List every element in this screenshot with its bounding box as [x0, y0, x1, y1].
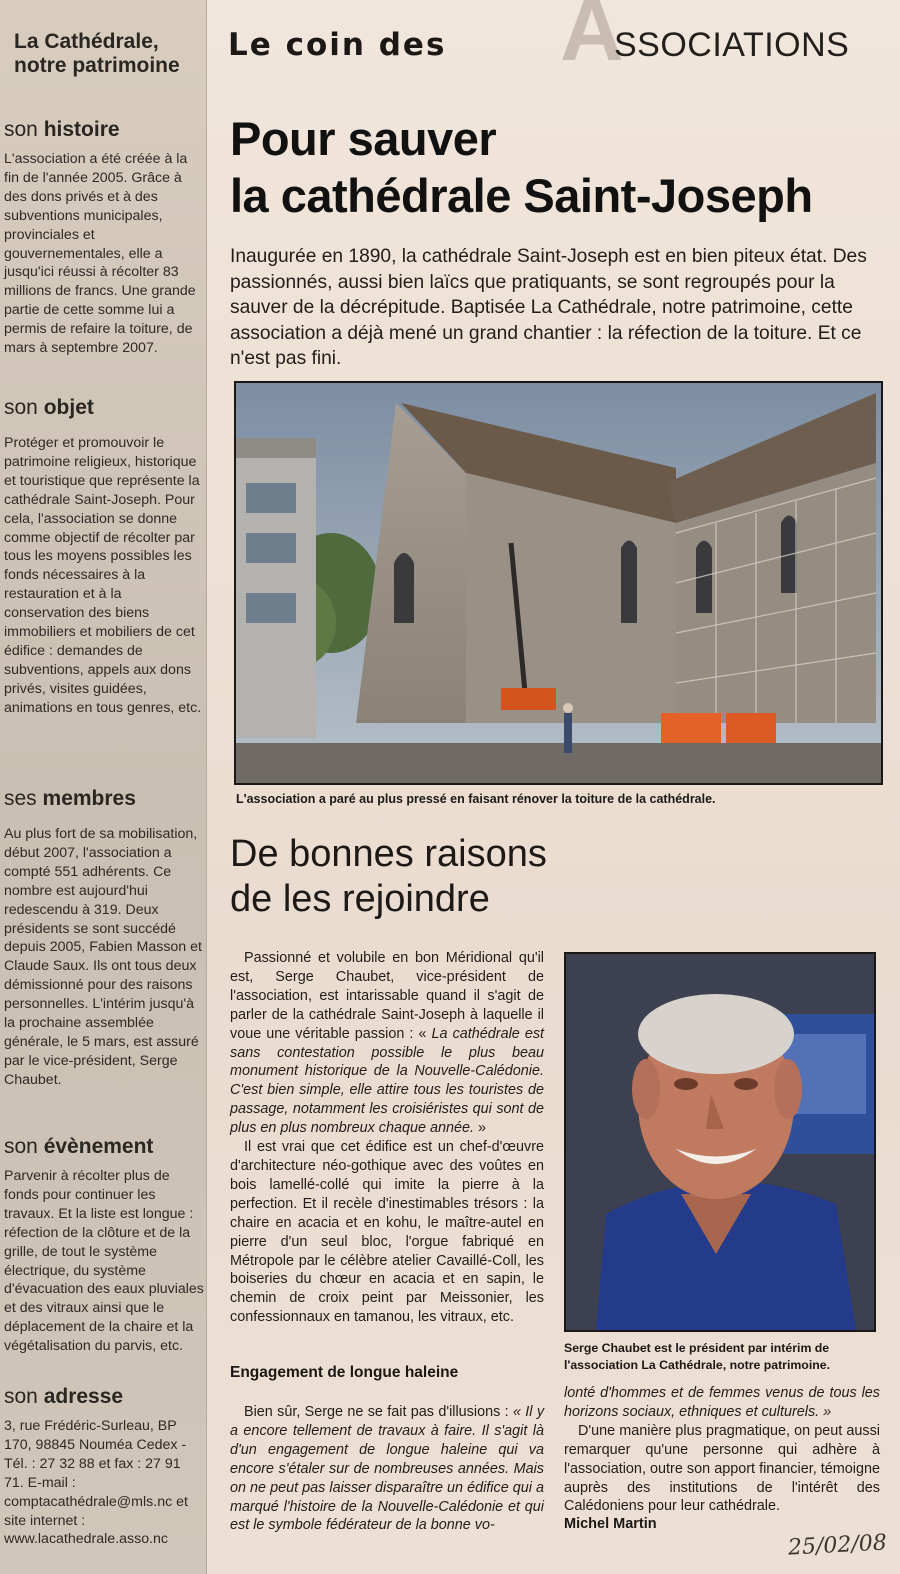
sidebar-text-objet: Protéger et promouvoir le patrimoine religieux, historique et touristique que représente la cathédrale Saint-Joseph. Pour cela, l'association se donne comme objectif de récolter par tous les moyens possibles les fonds nécessaires à la restauration et à la conservation des biens immobiliers et mobiliers de cet édifice : demandes de subventions, appels aux dons privés, visites guidées, animations en tous genres, etc. [4, 435, 202, 716]
paragraph-1: Passionné et volubile en bon Méridional qu'il est, Serge Chaubet, vice-président de l'association, est intarissable quand il s'agit de parler de la cathédrale Saint-Joseph à laquelle il voue une véritable passion : « La cathédrale est sans contestation possible le plus beau monument historique de la Nouvelle-Calédonie. C'est bien simple, elle attire tous les touristes de passage, notamment les croisiéristes qui sont de plus en plus nombreux chaque année. » [230, 950, 545, 1137]
sidebar-heading-evenement: son évènement [4, 1135, 154, 1158]
article-lead: Inaugurée en 1890, la cathédrale Saint-Joseph est en bien piteux état. Des passionnés, aussi bien laïcs que pratiquants, se sont regroupés pour la sauver de la décrépitude. Baptisée La Cathédrale, notre patrimoine, cette association a déjà mené un grand chantier : la réfection de la toiture. Et ce n'est pas fini. [230, 246, 867, 369]
article-body-column-2 [564, 1384, 880, 1516]
sidebar-text-membres: Au plus fort de sa mobilisation, début 2007, l'association a compté 551 adhérents. Ce nombre est aujourd'hui redescendu à 319. Deux présidents se sont succédé depuis 2005, Fabien Masson et Claude Saux. Ils ont tous deux démissionné pour des raisons personnelles. L'intérim jusqu'à la prochaine assemblée générale, le 5 mars, est assuré par le vice-président, Serge Chaubet. [4, 826, 202, 1088]
author-signature: Michel Martin [564, 1516, 657, 1532]
header-rubric: Le coin des [228, 27, 447, 63]
portrait-photo [564, 952, 876, 1332]
sidebar-column [0, 0, 207, 1574]
sidebar-heading-histoire: son histoire [4, 118, 120, 141]
paragraph-3: Bien sûr, Serge ne se fait pas d'illusions : « Il y a encore tellement de travaux à faire. Il s'agit là d'un engagement de longue haleine qui va encore s'étaler sur de nombreuses années. Mais on ne peut pas laisser disparaître un édifice qui a marqué l'histoire de la Nouvelle-Calédonie et qui est le symbole fédérateur de la bonne vo- [230, 1404, 545, 1534]
portrait-illustration [566, 954, 874, 1330]
header-associations: SSOCIATIONS [614, 26, 850, 64]
sidebar-title: La Cathédrale, notre patrimoine [14, 30, 180, 77]
handwritten-date: 25/02/08 [787, 1530, 888, 1561]
sidebar-text-evenement: Parvenir à récolter plus de fonds pour continuer les travaux. Et la liste est longue : réfection de la clôture et de la grille, de tout le système électrique, du système d'évacuation des eaux pluviales et des vitraux ainsi que le déplacement de la chaire et la végétalisation du parvis, etc. [4, 1168, 204, 1355]
article-body-column-1 [230, 949, 544, 1327]
paragraph-quote-end: lonté d'hommes et de femmes venus de tous les horizons sociaux, ethniques et culturels. » [564, 1385, 880, 1420]
sidebar-heading-adresse: son adresse [4, 1385, 124, 1408]
article-body-column-1-bottom [230, 1403, 544, 1535]
section-heading-engagement: Engagement de longue haleine [230, 1364, 459, 1381]
sidebar-text-adresse: 3, rue Frédéric-Surleau, BP 170, 98845 Nouméa Cedex - Tél. : 27 32 88 et fax : 27 91 71. E-mail : comptacathédrale@mls.nc et site internet : www.lacathedrale.asso.nc [4, 1418, 188, 1548]
photo-caption-portrait: Serge Chaubet est le président par intérim de l'association La Cathédrale, notre patrimoine. [564, 1341, 831, 1372]
photo-caption-cathedral: L'association a paré au plus pressé en faisant rénover la toiture de la cathédrale. [236, 792, 716, 806]
sidebar-heading-objet: son objet [4, 396, 94, 419]
cathedral-illustration [236, 383, 881, 783]
sidebar-heading-membres: ses membres [4, 787, 136, 810]
section-subheading: De bonnes raisons de les rejoindre [230, 833, 547, 920]
sidebar-text-histoire: L'association a été créée à la fin de l'année 2005. Grâce à des dons privés et à des subventions municipales, provinciales et gouvernementales, elle a jusqu'ici réussi à récolter 83 millions de francs. Une grande partie de cette somme lui a permis de refaire la toiture, de mars à septembre 2007. [4, 151, 196, 357]
header-big-letter: A [560, 0, 624, 79]
paragraph-2: Il est vrai que cet édifice est un chef-d'œuvre d'architecture néo-gothique avec des voûtes en bois lamellé-collé qui imite la pierre à la perfection. Et il recèle d'inestimables trésors : la chaire en acacia et en kohu, le maître-autel en pierre d'un seul bloc, l'orgue fabriqué en Métropole par le célèbre atelier Cavaillé-Coll, les boiseries du chœur en acacia et en sapin, le chemin de croix peint par Meissonier, les confessionnaux en tamanou, les vitraux, etc. [230, 1139, 544, 1326]
article-headline: Pour sauver la cathédrale Saint-Joseph [230, 112, 813, 222]
paragraph-4: D'une manière plus pragmatique, on peut aussi remarquer qu'une personne qui adhère à l'association, outre son apport financier, témoigne auprès des institutions de l'intérêt des Calédoniens pour leur cathédrale. [564, 1422, 880, 1515]
cathedral-photo [234, 381, 883, 785]
